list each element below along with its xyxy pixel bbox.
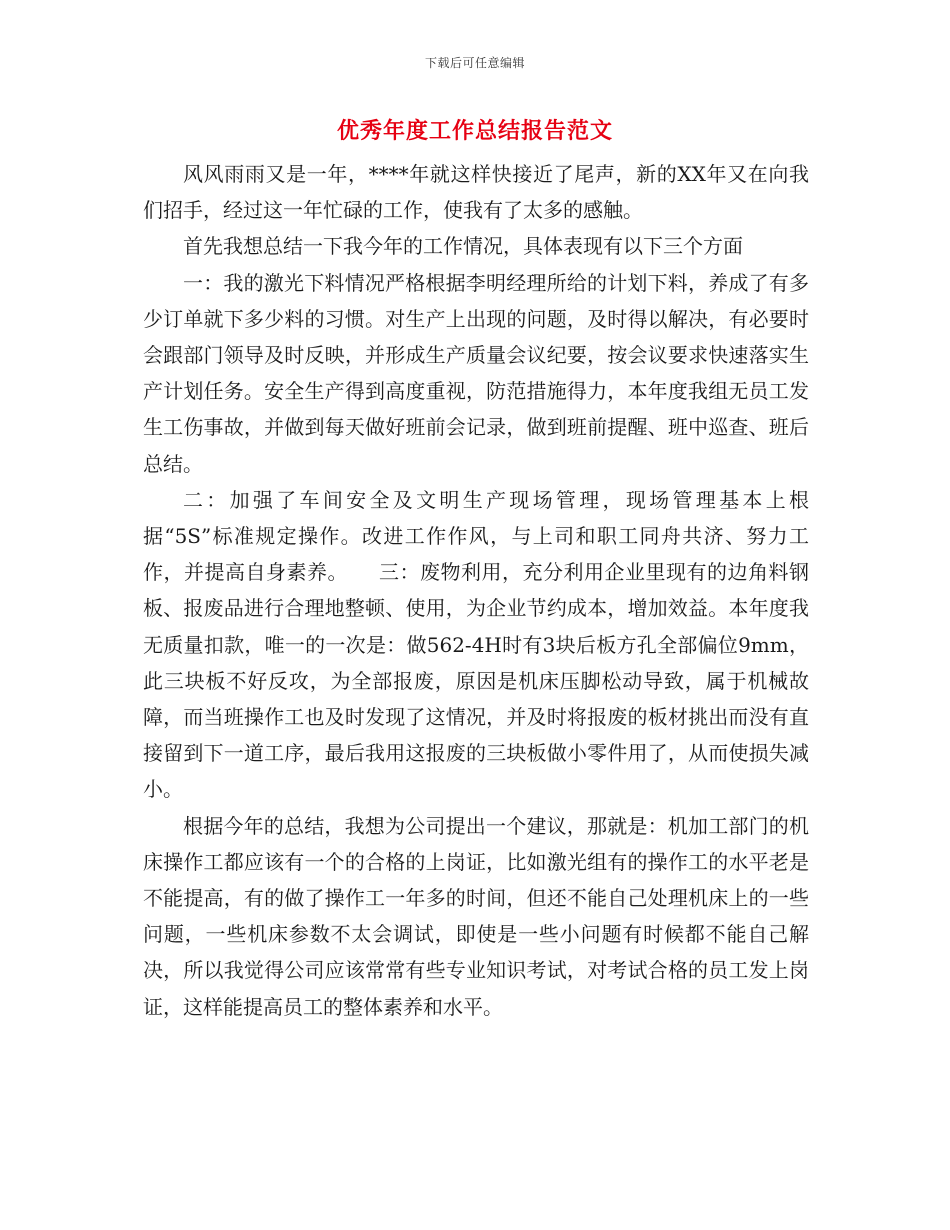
paragraph-suggestion: 根据今年的总结，我想为公司提出一个建议，那就是：机加工部门的机床操作工都应该有一个的合格的上岗证，比如激光组有的操作工的水平老是不能提高，有的做了操作工一年多的时间，但还不能自己处理机床上的一些问题，一些机床参数不太会调试，即使是一些小问题有时候都不能自己解决，所以我觉得公司应该常常有些专业知识考试，对考试合格的员工发上岗证，这样能提高员工的整体素养和水平。 [143, 813, 809, 1019]
paragraph-intro: 风风雨雨又是一年，****年就这样快接近了尾声，新的XX年又在向我们招手，经过这一年忙碌的工作，使我有了太多的感触。 [143, 162, 809, 223]
paragraph-overview: 首先我想总结一下我今年的工作情况，具体表现有以下三个方面 [183, 234, 743, 259]
header-note: 下载后可任意编辑 [424, 56, 525, 70]
paragraph-point-two-three: 二：加强了车间安全及文明生产现场管理，现场管理基本上根据“5S”标准规定操作。改进工作作风，与上司和职工同舟共济、努力工作，并提高自身素养。 三：废物利用，充分利用企业里现有的边角料钢板、报废品进行合理地整顿、使用，为企业节约成本，增加效益。本年度我无质量扣款，唯一的一次是：做562-4H时有3块后板方孔全部偏位9mm，此三块板不好反攻，为全部报废，原因是机床压脚松动导致，属于机械故障，而当班操作工也及时发现了这情况，并及时将报废的板材挑出而没有直接留到下一道工序，最后我用这报废的三块板做小零件用了，从而使损失减小。 [143, 487, 809, 802]
document-title: 优秀年度工作总结报告范文 [336, 118, 613, 144]
paragraph-point-one: 一：我的激光下料情况严格根据李明经理所给的计划下料，养成了有多少订单就下多少料的习惯。对生产上出现的问题，及时得以解决，有必要时会跟部门领导及时反映，并形成生产质量会议纪要，按会议要求快速落实生产计划任务。安全生产得到高度重视，防范措施得力，本年度我组无员工发生工伤事故，并做到每天做好班前会记录，做到班前提醒、班中巡查、班后总结。 [143, 270, 809, 476]
document-body [143, 156, 809, 1025]
